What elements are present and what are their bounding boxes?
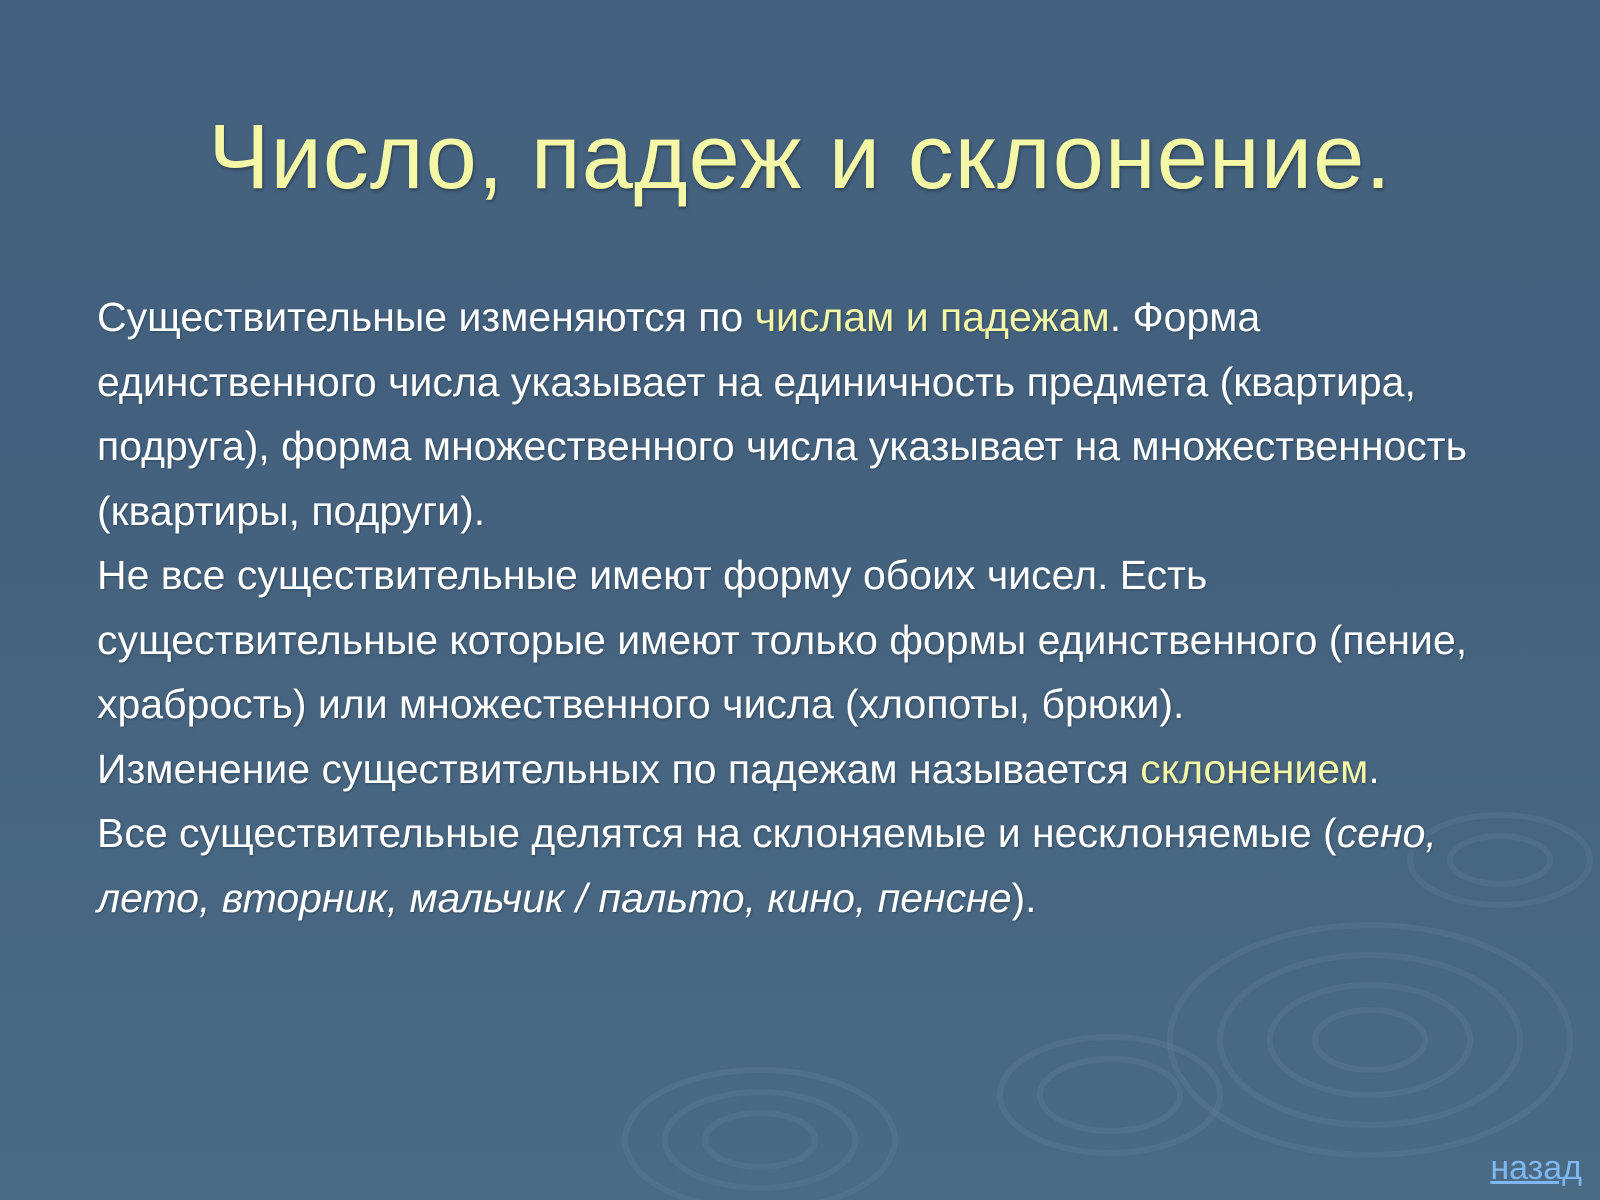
- examples-text: сено, лето, вторник, мальчик / пальто, кино, пенсне: [97, 810, 1437, 921]
- paragraph-text: Все существительные делятся на склоняемые и несклоняемые (: [97, 810, 1337, 856]
- paragraph-declension: [97, 737, 1537, 802]
- highlighted-term: склонением: [1140, 745, 1369, 792]
- paragraph-number-forms: [97, 543, 1537, 737]
- paragraph-text: . Форма единственного числа указывает на единичность предмета (квартира, подруга), форма множественного числа указывает на множественность (квартиры, подруги).: [97, 294, 1467, 534]
- paragraph-text: Существительные изменяются по: [97, 294, 755, 340]
- paragraph-text: ).: [1011, 874, 1037, 921]
- slide-body: [97, 285, 1537, 930]
- paragraph-text: .: [1368, 745, 1380, 792]
- highlighted-term: числам и падежам: [754, 294, 1110, 340]
- paragraph-text: Изменение существительных по падежам называется: [97, 745, 1141, 792]
- back-link[interactable]: назад: [1490, 1149, 1582, 1187]
- paragraph-declinable: [97, 801, 1537, 930]
- slide-title: Число, падеж и склонение.: [208, 106, 1392, 208]
- paragraph-text: Не все существительные имеют форму обоих чисел. Есть существительные которые имеют только формы единственного (пение, храбрость) или множественного числа (хлопоты, брюки).: [97, 552, 1468, 727]
- paragraph-number-and-case: [97, 285, 1537, 543]
